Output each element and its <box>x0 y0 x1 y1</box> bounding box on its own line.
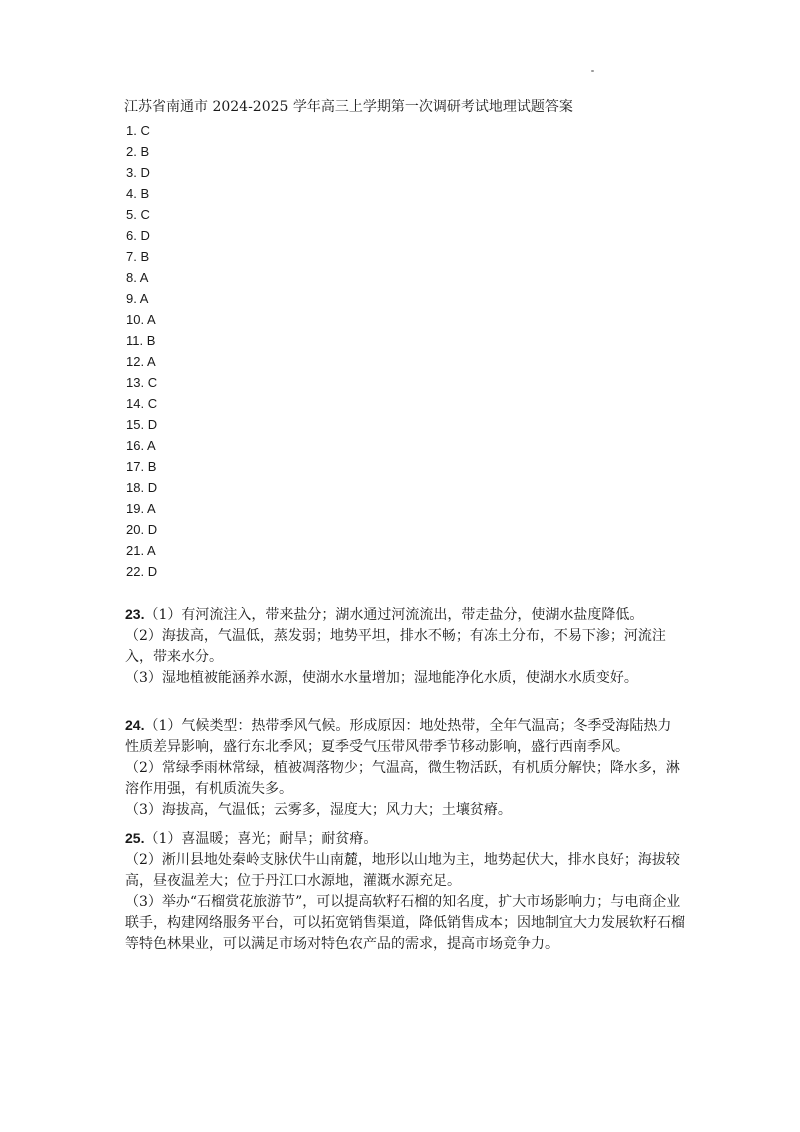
q25-part-1: 25.（1）喜温暖；喜光；耐旱；耐贫瘠。 <box>125 830 378 847</box>
question-24-answer <box>125 715 685 821</box>
q25-part-2: （2）淅川县地处秦岭支脉伏牛山南麓，地形以山地为主，地势起伏大，排水良好；海拔较高，昼夜温差大；位于丹江口水源地，灌溉水源充足。 <box>125 852 680 889</box>
answer-item: 16. A <box>126 438 156 453</box>
q24-part-1: 24.（1）气候类型：热带季风气候。形成原因：地处热带，全年气温高；冬季受海陆热力性质差异影响，盛行东北季风；夏季受气压带风带季节移动影响，盛行西南季风。 <box>125 717 672 755</box>
document-title: 江苏省南通市 2024-2025 学年高三上学期第一次调研考试地理试题答案 <box>124 99 573 115</box>
multiple-choice-answers <box>126 120 157 582</box>
q23-part-2: （2）海拔高，气温低，蒸发弱；地势平坦，排水不畅；有冻土分布，不易下渗；河流注入，带来水分。 <box>125 628 666 665</box>
answer-item: 8. A <box>126 270 149 285</box>
answer-item: 17. B <box>126 459 157 474</box>
answer-item: 10. A <box>126 312 156 327</box>
scan-speck <box>591 70 594 72</box>
q23-part-1: 23.（1）有河流注入，带来盐分；湖水通过河流流出，带走盐分，使湖水盐度降低。 <box>125 606 644 623</box>
q25-part-3: （3）举办“石榴赏花旅游节”，可以提高软籽石榴的知名度，扩大市场影响力；与电商企业联手，构建网络服务平台，可以拓宽销售渠道，降低销售成本；因地制宜大力发展软籽石榴等特色林果业，可以满足市场对特色农产品的需求，提高市场竞争力。 <box>125 894 685 952</box>
answer-item: 18. D <box>126 480 158 495</box>
q23-part-3: （3）湿地植被能涵养水源，使湖水水量增加；湿地能净化水质，使湖水水质变好。 <box>125 670 638 686</box>
q24-part-3: （3）海拔高，气温低；云雾多，湿度大；风力大；土壤贫瘠。 <box>125 802 512 818</box>
answer-item: 11. B <box>126 333 156 348</box>
answer-item: 4. B <box>126 186 150 201</box>
answer-item: 19. A <box>126 501 156 516</box>
answer-item: 15. D <box>126 417 158 432</box>
answer-item: 7. B <box>126 249 150 264</box>
question-25-answer <box>125 828 685 955</box>
answer-item: 5. C <box>126 207 150 222</box>
answer-item: 1. C <box>126 123 150 138</box>
answer-item: 3. D <box>126 165 150 180</box>
answer-item: 13. C <box>126 375 158 390</box>
question-23-answer <box>125 604 685 689</box>
answer-item: 22. D <box>126 564 158 579</box>
answer-item: 2. B <box>126 144 150 159</box>
answer-item: 14. C <box>126 396 158 411</box>
answer-item: 6. D <box>126 228 150 243</box>
answer-item: 9. A <box>126 291 149 306</box>
q24-part-2: （2）常绿季雨林常绿，植被凋落物少；气温高，微生物活跃，有机质分解快；降水多，淋溶作用强，有机质流失多。 <box>125 760 680 797</box>
answer-item: 21. A <box>126 543 156 558</box>
answer-item: 20. D <box>126 522 158 537</box>
answer-item: 12. A <box>126 354 156 369</box>
